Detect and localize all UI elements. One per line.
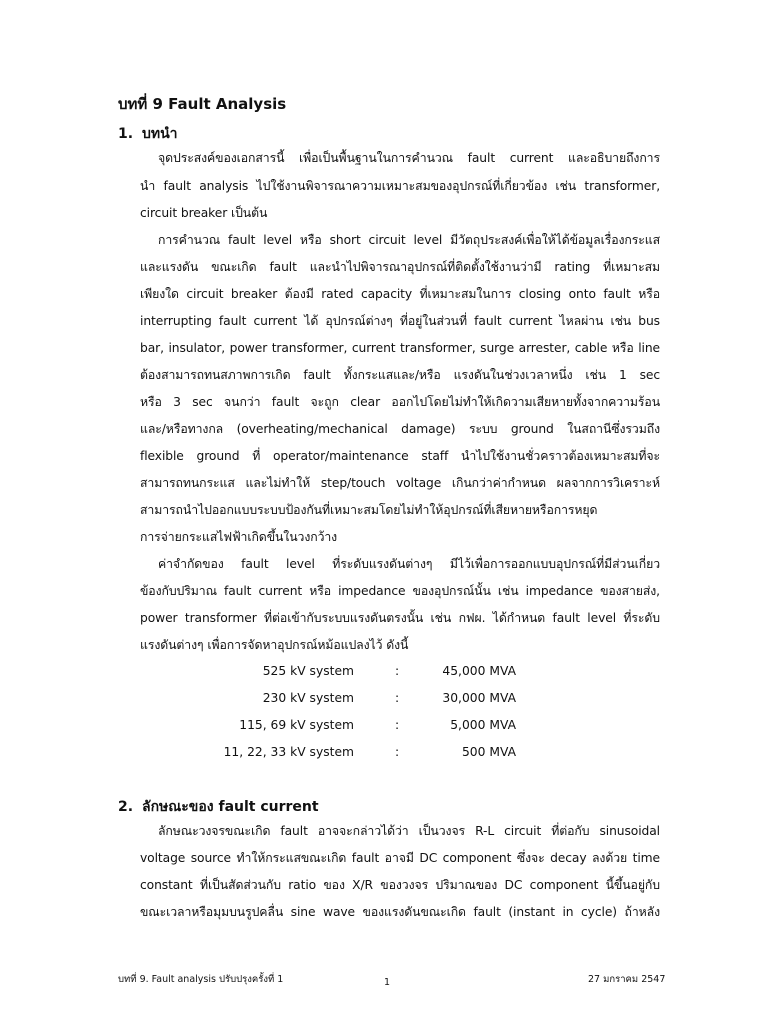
text-line: ลักษณะวงจรขณะเกิด fault อาจจะกล่าวได้ว่า เป็นวงจร R-L circuit ที่ต่อกับ sinusoidal (158, 824, 660, 838)
text-line: จุดประสงค์ของเอกสารนี้ เพื่อเป็นพื้นฐานในการคำนวณ fault current และอธิบายถึงการ (158, 151, 660, 165)
text-line: เพียงใด circuit breaker ต้องมี rated capacity ที่เหมาะสมในการ closing onto fault หรือ (140, 287, 660, 301)
footer-chapter-label: บทที่ 9. Fault analysis ปรับปรุงครั้งที่ 1 (118, 974, 284, 985)
text-line: bar, insulator, power transformer, current transformer, surge arrester, cable หรือ line (140, 341, 660, 355)
section-heading-fault-current (118, 796, 319, 818)
text-line: voltage source ทำให้กระแสขณะเกิด fault อาจมี DC component ซึ่งจะ decay ลงด้วย time (140, 851, 660, 865)
separator: : (395, 718, 400, 732)
section-number: 2. (118, 799, 134, 815)
fault-level-value: 500 MVA (461, 745, 516, 759)
fault-level-value: 5,000 MVA (450, 718, 516, 732)
text-line: ต้องสามารถทนสภาพการเกิด fault ทั้งกระแสและ/หรือ แรงดันในช่วงเวลาหนึ่ง เช่น 1 sec (140, 368, 660, 382)
footer-date: 27 มกราคม 2547 (588, 974, 666, 985)
text-line: สามารถนำไปออกแบบระบบป้องกันที่เหมาะสมโดยไม่ทำให้อุปกรณ์ที่เสียหายหรือการหยุด (140, 503, 598, 517)
section-title: บทนำ (142, 126, 178, 142)
text-line: flexible ground ที่ operator/maintenance staff นำไปใช้งานชั่วคราวต้องเหมาะสมที่จะ (140, 449, 660, 463)
text-line: interrupting fault current ได้ อุปกรณ์ต่างๆ ที่อยู่ในส่วนที่ fault current ไหลผ่าน เช่น bus (140, 314, 660, 328)
text-line: circuit breaker เป็นต้น (140, 206, 268, 220)
system-voltage: 11, 22, 33 kV system (223, 745, 354, 759)
text-line: และแรงดัน ขณะเกิด fault และนำไปพิจารณาอุปกรณ์ที่ติดตั้งใช้งานว่ามี rating ที่เหมาะสม (140, 260, 660, 274)
text-line: constant ที่เป็นสัดส่วนกับ ratio ของ X/R ของวงจร ปริมาณของ DC component นี้ขึ้นอยู่กับ (140, 878, 660, 892)
text-line: ค่าจำกัดของ fault level ที่ระดับแรงดันต่างๆ มีไว้เพื่อการออกแบบอุปกรณ์ที่มีส่วนเกี่ยว (158, 557, 660, 571)
section-heading-intro (118, 123, 178, 145)
fault-level-value: 45,000 MVA (442, 664, 516, 678)
text-line: ขณะเวลาหรือมุมบนรูปคลื่น sine wave ของแรงดันขณะเกิด fault (instant in cycle) ถ้าหลัง (140, 905, 660, 919)
text-line: ข้องกับปริมาณ fault current หรือ impedance ของอุปกรณ์นั้น เช่น impedance ของสายส่ง, (140, 584, 660, 598)
text-line: แรงดันต่างๆ เพื่อการจัดหาอุปกรณ์หม้อแปลงไว้ ดังนี้ (140, 638, 409, 652)
system-voltage: 525 kV system (262, 664, 354, 678)
section-title: ลักษณะของ fault current (142, 799, 319, 815)
system-voltage: 115, 69 kV system (239, 718, 354, 732)
separator: : (395, 664, 400, 678)
section-number: 1. (118, 126, 134, 142)
text-line: นำ fault analysis ไปใช้งานพิจารณาความเหมาะสมของอุปกรณ์ที่เกี่ยวข้อง เช่น transformer, (140, 179, 660, 193)
separator: : (395, 745, 400, 759)
text-line: การจ่ายกระแสไฟฟ้าเกิดขึ้นในวงกว้าง (140, 530, 338, 544)
text-line: power transformer ที่ต่อเข้ากับระบบแรงดันตรงนั้น เช่น กฟผ. ได้กำหนด fault level ที่ระดับ (140, 611, 660, 625)
fault-level-value: 30,000 MVA (442, 691, 516, 705)
separator: : (395, 691, 400, 705)
text-line: การคำนวณ fault level หรือ short circuit level มีวัตถุประสงค์เพื่อให้ได้ข้อมูลเรื่องกระแส (158, 233, 660, 247)
page-number: 1 (384, 977, 391, 988)
system-voltage: 230 kV system (262, 691, 354, 705)
text-line: และ/หรือทางกล (overheating/mechanical damage) ระบบ ground ในสถานีซึ่งรวมถึง (140, 422, 660, 436)
chapter-title: บทที่ 9 Fault Analysis (118, 95, 287, 113)
text-line: สามารถทนกระแส และไม่ทำให้ step/touch voltage เกินกว่าค่ากำหนด ผลจากการวิเคราะห์ (140, 476, 660, 490)
text-line: หรือ 3 sec จนกว่า fault จะถูก clear ออกไปโดยไม่ทำให้เกิดวามเสียหายทั้งจากความร้อน (140, 395, 660, 409)
